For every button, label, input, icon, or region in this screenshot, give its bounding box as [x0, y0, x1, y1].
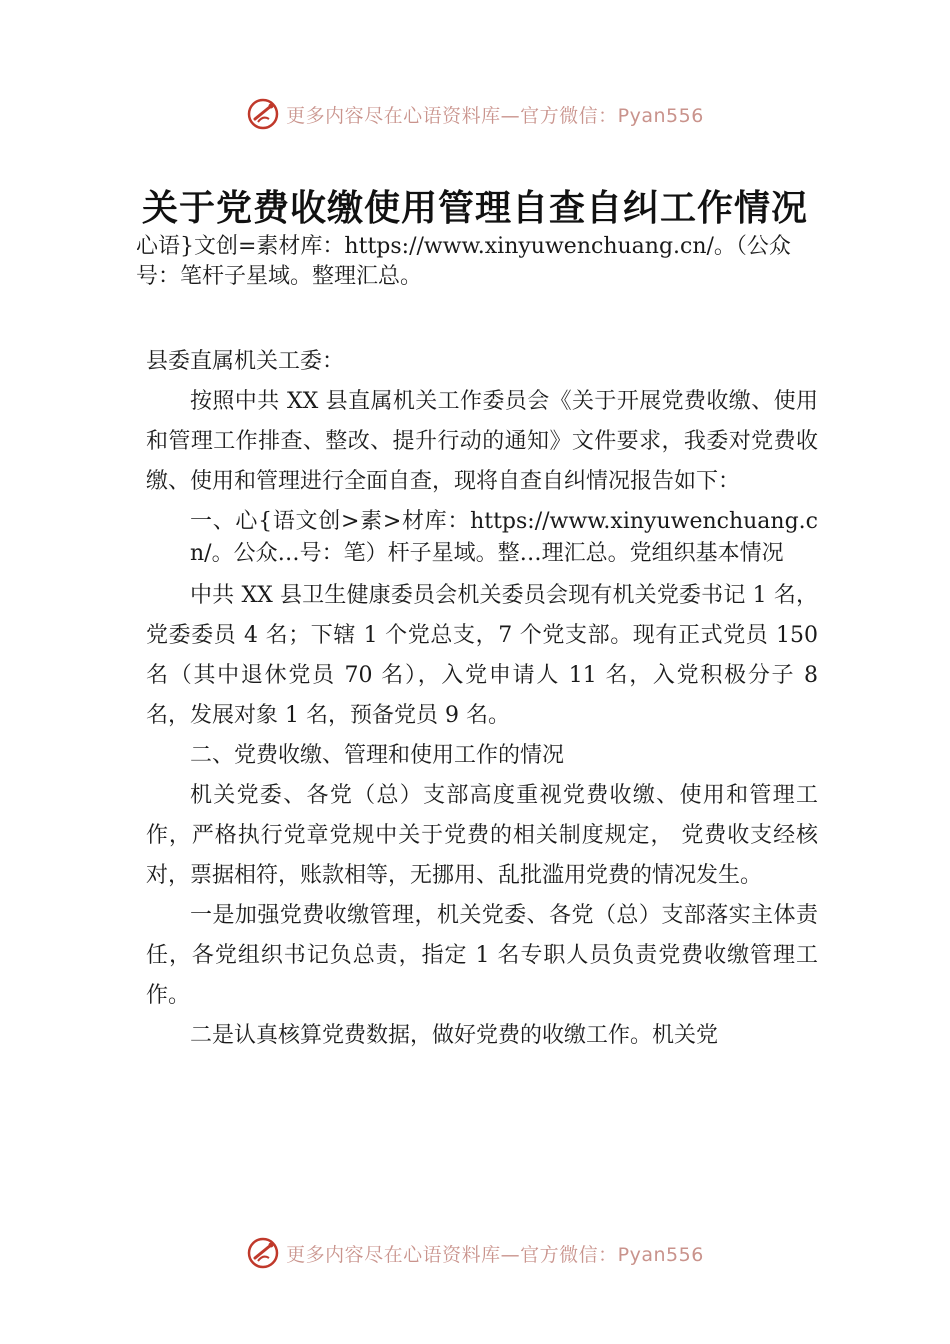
footer-banner: [0, 1231, 950, 1275]
paragraph-point-one: 一是加强党费收缴管理，机关党委、各党（总）支部落实主体责任，各党组织书记负总责，指定 1 名专职人员负责党费收缴管理工作。: [146, 903, 818, 1008]
intro-paragraph: 按照中共 XX 县直属机关工作委员会《关于开展党费收缴、使用和管理工作排查、整改、提升行动的通知》文件要求，我委对党费收缴、使用和管理进行全面自查，现将自查自纠情况报告如下：: [146, 389, 818, 494]
banner-text: 更多内容尽在心语资料库—官方微信：Pyan556: [286, 1243, 704, 1266]
banner-text: 更多内容尽在心语资料库—官方微信：Pyan556: [286, 104, 704, 127]
paragraph-point-two: 二是认真核算党费数据，做好党费的收缴工作。机关党: [190, 1023, 719, 1048]
document-body: [146, 342, 818, 1056]
brand-logo-icon: [246, 1236, 280, 1270]
section-heading-2: 二、党费收缴、管理和使用工作的情况: [190, 743, 565, 768]
document-title: 关于党费收缴使用管理自查自纠工作情况: [141, 188, 808, 229]
header-banner: [0, 92, 950, 136]
addressee: 县委直属机关工委：: [146, 349, 345, 374]
paragraph-management: 机关党委、各党（总）支部高度重视党费收缴、使用和管理工作，严格执行党章党规中关于党费的相关制度规定， 党费收支经核对，票据相符，账款相等，无挪用、乱批滥用党费的情况发生。: [146, 783, 818, 888]
brand-logo-icon: [246, 97, 280, 131]
source-note: 心语}文创=素材库：https://www.xinyuwenchuang.cn/。（公众号：笔杆子星域。整理汇总。: [136, 234, 791, 289]
section-heading-1: 一、心{语文创>素>材库：https://www.xinyuwenchuang.cn/。公众…号：笔）杆子星域。整…理汇总。党组织基本情况: [190, 509, 818, 566]
paragraph-org-info: 中共 XX 县卫生健康委员会机关委员会现有机关党委书记 1 名，党委委员 4 名；下辖 1 个党总支，7 个党支部。现有正式党员 150 名（其中退休党员 70 名），入党申请人 11 名，入党积极分子 8 名，发展对象 1 名，预备党员 9 名。: [146, 583, 818, 728]
